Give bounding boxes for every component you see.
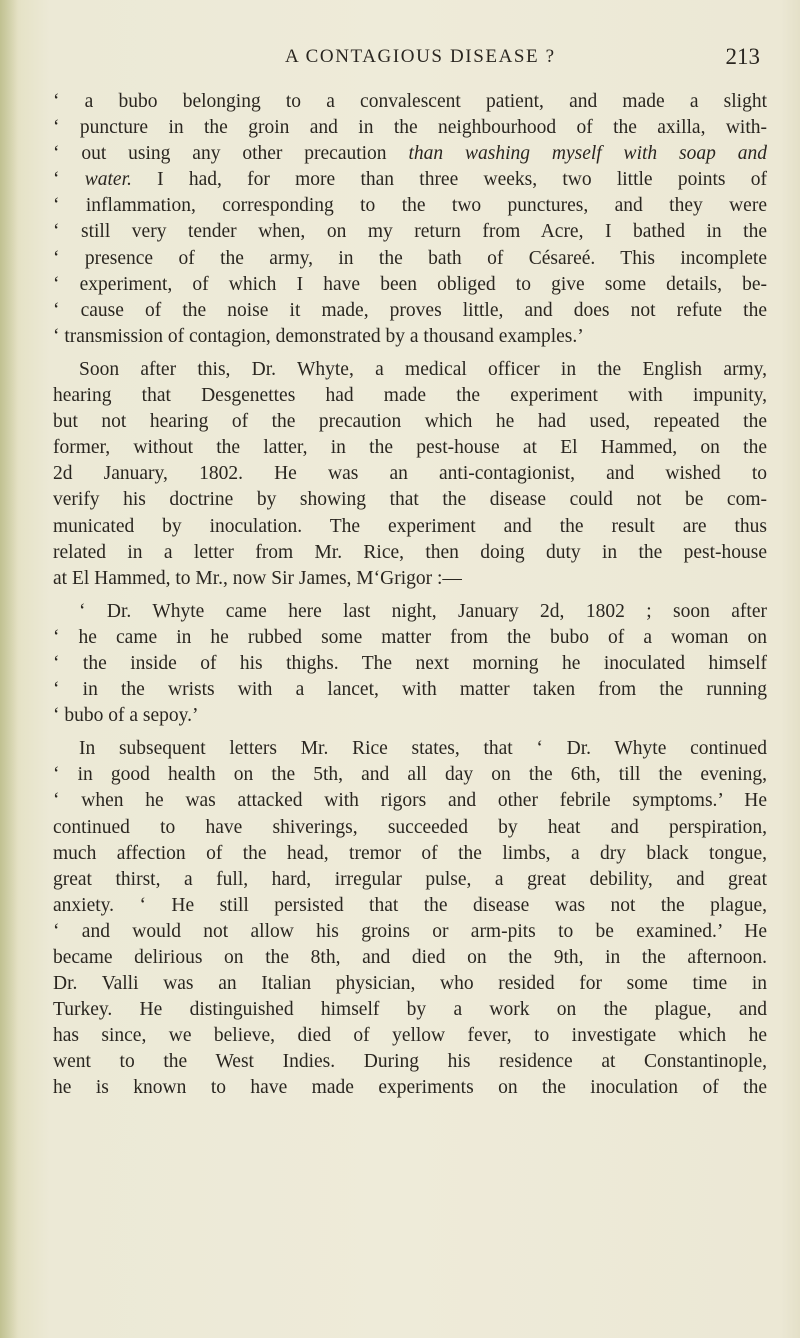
text-line: anxiety. ‘ He still persisted that the disease was not the plague, bbox=[53, 894, 767, 916]
text-line: former, without the latter, in the pest-house at El Hammed, on the bbox=[53, 437, 767, 459]
text-line: In subsequent letters Mr. Rice states, that ‘ Dr. Whyte continued bbox=[79, 738, 767, 760]
text-line: ‘ still very tender when, on my return from Acre, I bathed in the bbox=[53, 221, 767, 243]
running-head bbox=[60, 46, 760, 76]
text-line: Dr. Valli was an Italian physician, who resided for some time in bbox=[53, 973, 767, 995]
text-line: ‘ cause of the noise it made, proves little, and does not refute the bbox=[53, 299, 767, 321]
paragraph-rice-letter bbox=[53, 599, 767, 729]
text-line: ‘ and would not allow his groins or arm-pits to be examined.’ He bbox=[53, 920, 767, 942]
text-line: but not hearing of the precaution which he had used, repeated the bbox=[53, 411, 767, 433]
text-line: ‘ puncture in the groin and in the neighbourhood of the axilla, with- bbox=[53, 117, 767, 139]
text-line: continued to have shiverings, succeeded by heat and perspiration, bbox=[53, 816, 767, 838]
text-line: great thirst, a full, hard, irregular pulse, a great debility, and great bbox=[53, 868, 767, 890]
paragraph-quote-continuation bbox=[53, 89, 767, 350]
text-line: ‘ water. I had, for more than three weeks, two little points of bbox=[53, 169, 768, 191]
text-line: verify his doctrine by showing that the disease could not be com- bbox=[53, 489, 767, 511]
body-text bbox=[53, 89, 767, 1102]
text-line: much affection of the head, tremor of the limbs, a dry black tongue, bbox=[53, 842, 767, 864]
text-line: 2d January, 1802. He was an anti-contagionist, and wished to bbox=[53, 463, 767, 485]
text-line: ‘ the inside of his thighs. The next morning he inoculated himself bbox=[53, 652, 767, 674]
text-line: Soon after this, Dr. Whyte, a medical officer in the English army, bbox=[79, 358, 767, 380]
text-line: ‘ he came in he rubbed some matter from the bubo of a woman on bbox=[53, 626, 767, 648]
text-line: ‘ when he was attacked with rigors and other febrile symptoms.’ He bbox=[53, 790, 767, 812]
text-line: ‘ bubo of a sepoy.’ bbox=[53, 705, 199, 727]
text-line: became delirious on the 8th, and died on the 9th, in the afternoon. bbox=[53, 947, 767, 968]
running-title: A CONTAGIOUS DISEASE ? bbox=[285, 46, 556, 67]
text-line: ‘ transmission of contagion, demonstrated by a thousand examples.’ bbox=[53, 325, 584, 347]
text-line: went to the West Indies. During his residence at Constantinople, bbox=[53, 1051, 767, 1073]
paragraph-subsequent-letters bbox=[53, 736, 767, 1101]
text-line: ‘ in good health on the 5th, and all day on the 6th, till the evening, bbox=[53, 764, 767, 786]
text-line: Turkey. He distinguished himself by a work on the plague, and bbox=[53, 999, 767, 1021]
text-line: he is known to have made experiments on the inoculation of the bbox=[53, 1077, 767, 1099]
paragraph-whyte-experiment bbox=[53, 357, 767, 592]
text-line: has since, we believe, died of yellow fever, to investigate which he bbox=[53, 1025, 767, 1047]
text-line: related in a letter from Mr. Rice, then doing duty in the pest-house bbox=[53, 541, 767, 563]
text-line: municated by inoculation. The experiment and the result are thus bbox=[53, 515, 767, 537]
text-line: ‘ inflammation, corresponding to the two punctures, and they were bbox=[53, 195, 767, 217]
text-line: hearing that Desgenettes had made the experiment with impunity, bbox=[53, 385, 767, 407]
spine-shadow bbox=[0, 0, 18, 1338]
text-line: ‘ presence of the army, in the bath of Césareé. This incomplete bbox=[53, 247, 767, 269]
text-line: ‘ in the wrists with a lancet, with matter taken from the running bbox=[53, 679, 767, 701]
page-number: 213 bbox=[725, 44, 760, 69]
text-line: ‘ out using any other precaution than washing myself with soap and bbox=[53, 143, 767, 165]
text-line: ‘ a bubo belonging to a convalescent patient, and made a slight bbox=[53, 91, 767, 112]
text-line: at El Hammed, to Mr., now Sir James, M‘Grigor :— bbox=[53, 567, 462, 589]
text-line: ‘ experiment, of which I have been obliged to give some details, be- bbox=[53, 273, 767, 295]
text-line: ‘ Dr. Whyte came here last night, January 2d, 1802 ; soon after bbox=[79, 600, 767, 622]
